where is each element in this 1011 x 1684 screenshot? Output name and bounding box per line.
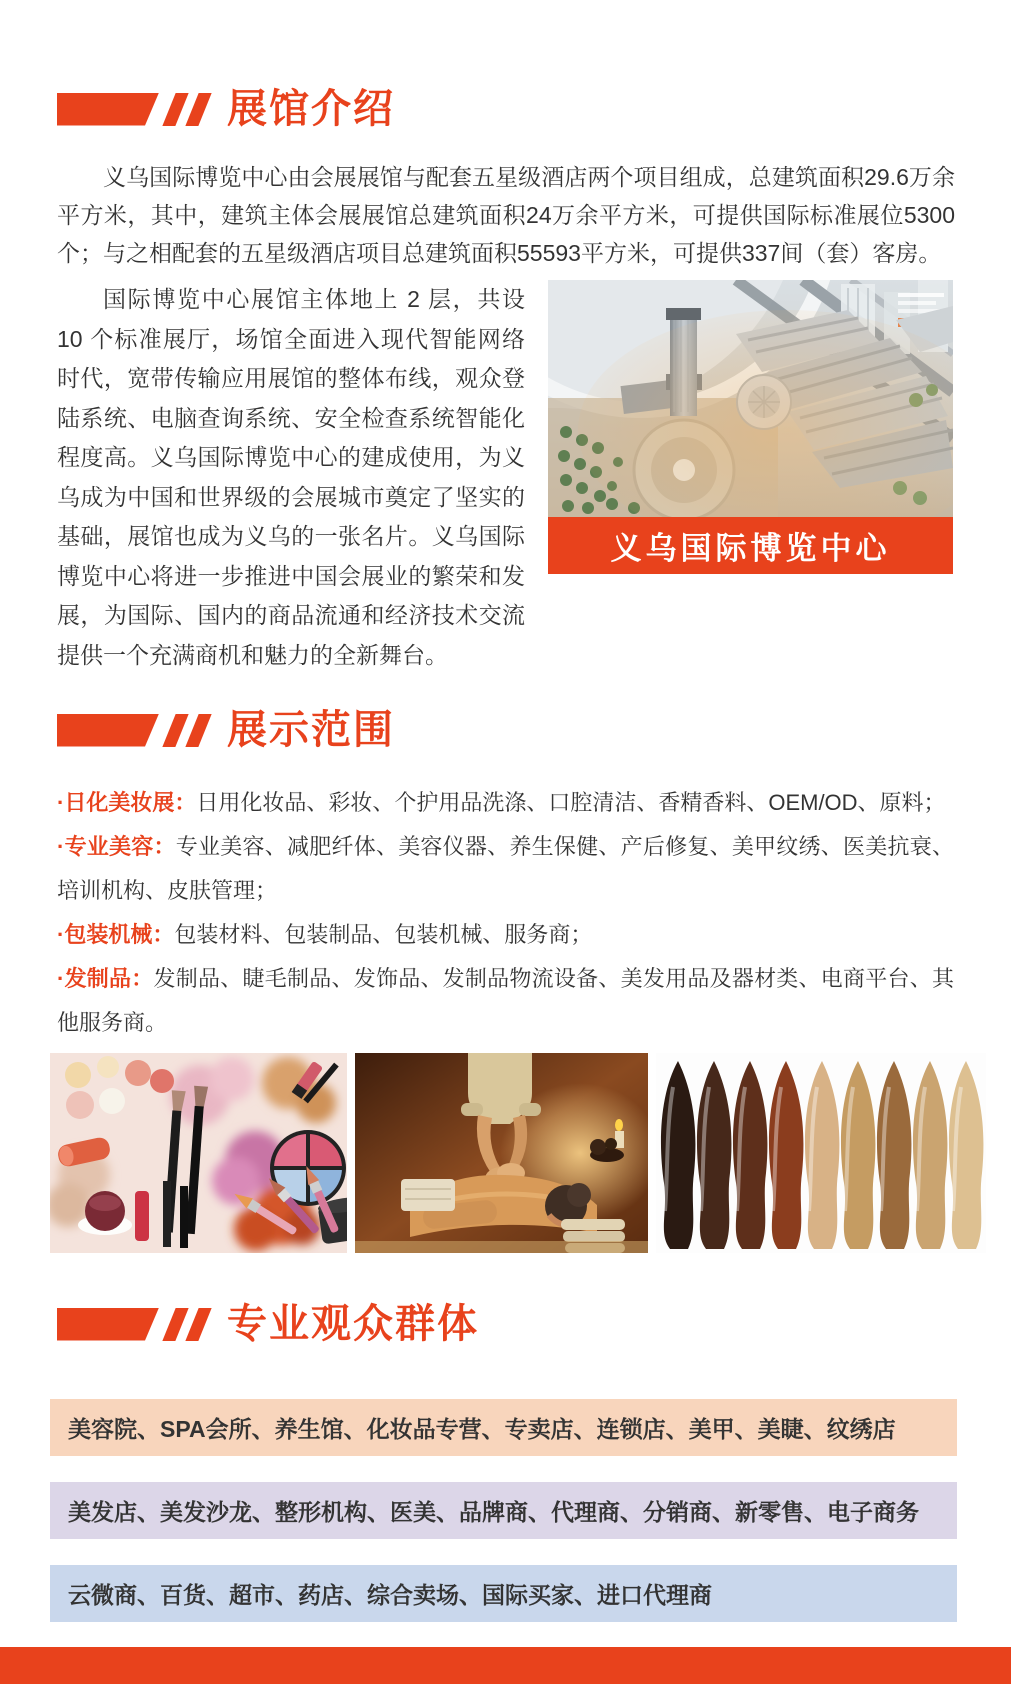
expo-center-image [548, 280, 953, 517]
audience-bar-beauty: 美容院、SPA会所、养生馆、化妆品专营、专卖店、连锁店、美甲、美睫、纹绣店 [50, 1399, 957, 1456]
header-slash-icon [57, 93, 205, 126]
page-title-intro: 展馆介绍 [227, 87, 395, 131]
scope-item-label: ·专业美容： [57, 834, 176, 859]
scope-item-label: ·日化美妆展： [57, 790, 197, 815]
section-header-intro [57, 84, 1011, 134]
hair-image [656, 1053, 986, 1253]
intro-paragraph-1: 义乌国际博览中心由会展展馆与配套五星级酒店两个项目组成，总建筑面积29.6万余平方米，其中，建筑主体会展展馆总建筑面积24万余平方米，可提供国际标准展位5300个；与之相配套的五星级酒店项目总建筑面积55593平方米，可提供337间（套）客房。 [57, 164, 955, 266]
scope-item-hair [57, 957, 954, 1045]
page-title-scope: 展示范围 [227, 708, 395, 752]
audience-bar-retail: 云微商、百货、超市、药店、综合卖场、国际买家、进口代理商 [50, 1565, 957, 1622]
scope-item-text: 发制品、睫毛制品、发饰品、发制品物流设备、美发用品及器材类、电商平台、其他服务商。 [57, 966, 954, 1035]
section-header-scope [57, 705, 1011, 755]
intro-paragraph-2: 国际博览中心展馆主体地上 2 层，共设 10 个标准展厅，场馆全面进入现代智能网络时代，宽带传输应用展馆的整体布线，观众登陆系统、电脑查询系统、安全检查系统智能化程度高。义乌国际博览中心的建成使用，为义乌成为中国和世界级的会展城市奠定了坚实的基础，展馆也成为义乌的一张名片。义乌国际博览中心将进一步推进中国会展业的繁荣和发展，为国际、国内的商品流通和经济技术交流提供一个充满商机和魅力的全新舞台。 [57, 286, 525, 668]
header-slash-icon [57, 714, 205, 747]
audience-bar-hairdressing: 美发店、美发沙龙、整形机构、医美、品牌商、代理商、分销商、新零售、电子商务 [50, 1482, 957, 1539]
massage-image [355, 1053, 648, 1253]
section-header-audience [57, 1299, 1011, 1349]
scope-list [57, 781, 954, 1045]
scope-item-label: ·发制品： [57, 966, 154, 991]
footer-orange-band [0, 1647, 1011, 1684]
scope-item-text: 日用化妆品、彩妆、个护用品洗涤、口腔清洁、香精香料、OEM/OD、原料； [196, 790, 946, 815]
expo-image-caption: 义乌国际博览中心 [548, 517, 953, 574]
scope-item-label: ·包装机械： [57, 922, 175, 947]
scope-item-cosmetics [57, 781, 954, 825]
audience-groups [50, 1399, 1011, 1622]
gallery-row [50, 1053, 1011, 1253]
scope-item-packaging [57, 913, 954, 957]
cosmetics-image [50, 1053, 347, 1253]
page-title-audience: 专业观众群体 [227, 1302, 479, 1346]
header-slash-icon [57, 1308, 205, 1341]
scope-item-text: 包装材料、包装制品、包装机械、服务商； [174, 922, 593, 947]
scope-item-text: 专业美容、减肥纤体、美容仪器、养生保健、产后修复、美甲纹绣、医美抗衰、培训机构、皮肤管理； [57, 834, 954, 903]
intro-row [57, 280, 1011, 675]
scope-item-beauty [57, 825, 954, 913]
expo-center-figure [548, 280, 953, 574]
